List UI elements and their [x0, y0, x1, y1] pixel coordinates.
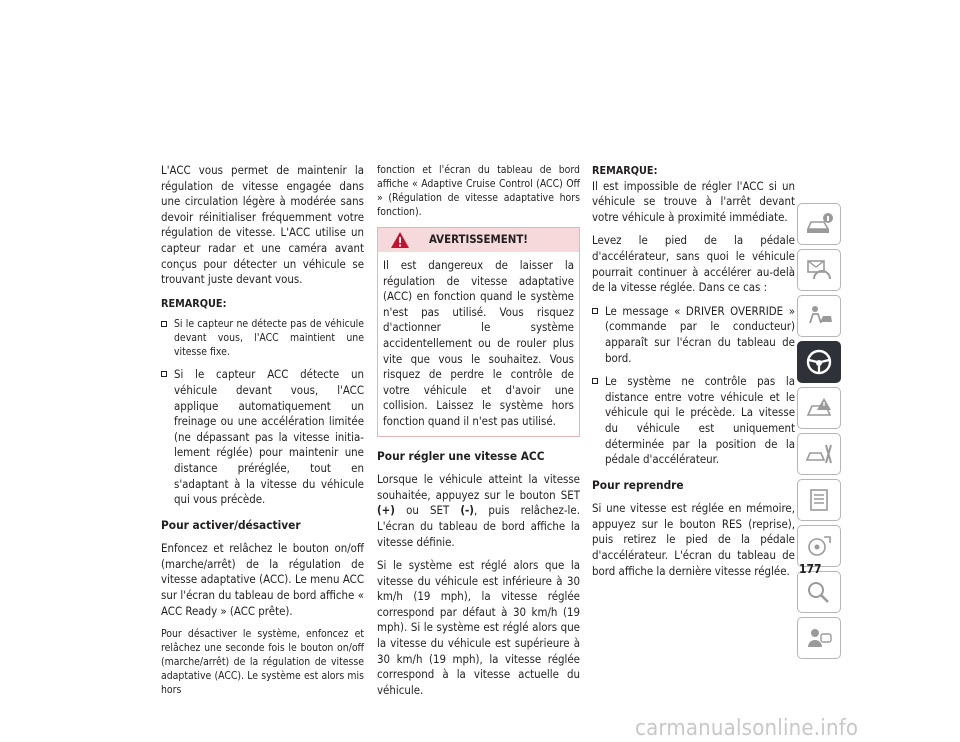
- warning-header: [378, 228, 579, 252]
- set-speed-paragraph: Lorsque le véhicule atteint la vitesse souhaitée, appuyez sur le bouton SET (+) ou SET (-), puis relâchez-le. L'écran du tableau de bord affiche la vitesse définie.: [377, 472, 580, 549]
- list-item-text: Si le capteur ne détecte pas de véhicule devant vous, l'ACC maintient une vitesse fixe.: [174, 318, 364, 359]
- tab-emergency[interactable]: [797, 387, 841, 429]
- warning-title: AVERTISSEMENT!: [429, 232, 528, 247]
- warning-body: Il est dangereux de laisser la régulation de vitesse adaptative (ACC) en fonction quand le système n'est pas utilisé. Vous risquez d'actionner le système accidentellement ou de rouler plus vite que vous le souhaitez. Vous risquez de perdre le contrôle de votre véhicule et d'avoir une collision. Laissez le système hors fonction quand il n'est pas utilisé.: [383, 258, 574, 428]
- tab-driving[interactable]: [797, 341, 841, 383]
- resume-paragraph: Si une vitesse est réglée en mémoire, appuyez sur le bouton RES (reprise), puis retirez le pied de la pédale d'accélérateur. L'écran du tableau de bord affiche la dernière vitesse réglée.: [592, 501, 795, 578]
- car-person-icon: [804, 303, 834, 329]
- list-item-text: Le système ne contrôle pas la distance entre votre véhicule et le véhicule qui le précède. La vitesse du véhicule est uniquement déterminée par la position de la pédale d'accélérateur.: [605, 374, 795, 467]
- list-item: [161, 317, 364, 359]
- intro-paragraph: L'ACC vous permet de maintenir la régulation de vitesse engagée dans une circulation légère à modérée sans devoir réinitialiser fréquemment votre régulation de vitesse. L'ACC utilise un capteur radar et une caméra avant conçus pour détecter un véhicule se trouvant juste devant vous.: [161, 163, 364, 287]
- bullet-square-icon: [592, 308, 598, 314]
- list-item: [592, 304, 795, 366]
- list-item: [592, 374, 795, 468]
- chapter-tabs: [797, 203, 841, 663]
- dashboard-mail-icon: [804, 257, 834, 283]
- continued-paragraph: fonction et l'écran du tableau de bord affiche « Adaptive Cruise Control (ACC) Off » (Régulation de vitesse adaptative hors fonction).: [377, 164, 580, 218]
- search-icon: [804, 579, 834, 605]
- column-middle: [377, 163, 580, 706]
- bullet-square-icon: [161, 371, 167, 377]
- car-tools-icon: [804, 441, 834, 467]
- watermark: carmanualsonline.info: [635, 716, 859, 741]
- warning-triangle-icon: [390, 231, 410, 249]
- checklist-icon: [804, 487, 834, 513]
- list-item-text: Si le capteur ACC détecte un véhicule devant vous, l'ACC applique automatiquement un freinage ou une accélération limitée (ne dépassant pas la vitesse initialement réglée) pour maintenir une distance préréglée, tout en s'adaptant à la vitesse du véhicule qui vous précède.: [174, 367, 364, 507]
- car-warning-icon: [804, 395, 834, 421]
- default-speed-paragraph: Si le système est réglé alors que la vitesse du véhicule est inférieure à 30 km/h (19 mph), la vitesse réglée correspond par défaut à 30 km/h (19 mph). Si le système est réglé alors que la vitesse du véhicule est supérieure à 30 km/h (19 mph), la vitesse réglée correspond à la vitesse actuelle du véhicule.: [377, 558, 580, 697]
- tab-dashboard[interactable]: [797, 249, 841, 291]
- tab-multimedia[interactable]: [797, 525, 841, 567]
- section-heading-resume: Pour reprendre: [592, 477, 684, 492]
- note-text: Il est impossible de régler l'ACC si un véhicule se trouve à l'arrêt devant votre véhicule à proximité immédiate.: [592, 178, 795, 224]
- activate-paragraph: Enfoncez et relâchez le bouton on/off (marche/arrêt) de la régulation de vitesse adaptative (ACC). Le menu ACC sur l'écran du tableau de bord affiche « ACC Ready » (ACC prête).: [161, 541, 364, 618]
- warning-box: [377, 227, 580, 437]
- list-item-text: Le message « DRIVER OVERRIDE » (commande par le conducteur) apparaît sur l'écran du tableau de bord.: [605, 303, 795, 365]
- tab-index[interactable]: [797, 571, 841, 613]
- multimedia-icon: [804, 533, 834, 559]
- language-icon: [804, 625, 834, 651]
- override-list: [592, 304, 795, 468]
- section-heading-activate: Pour activer/désactiver: [161, 517, 301, 532]
- section-heading-set-speed: Pour régler une vitesse ACC: [377, 448, 545, 463]
- deactivate-paragraph: Pour désactiver le système, enfoncez et relâchez une seconde fois le bouton on/off (marche/arrêt) de la régulation de vitesse adaptative (ACC). Le système est alors mis hors: [161, 628, 364, 697]
- note-label: REMARQUE:: [161, 296, 227, 310]
- column-right: [592, 163, 795, 587]
- tab-specifications[interactable]: [797, 479, 841, 521]
- tab-car-info[interactable]: [797, 203, 841, 245]
- tab-service[interactable]: [797, 433, 841, 475]
- car-info-icon: [804, 211, 834, 237]
- column-left: [161, 163, 364, 705]
- list-item: [161, 367, 364, 507]
- accelerator-paragraph: Levez le pied de la pédale d'accélérateur, sans quoi le véhicule pourrait continuer à accélérer au-delà de la vitesse réglée. Dans ce cas :: [592, 233, 795, 295]
- bullet-square-icon: [592, 378, 598, 384]
- page-number: 177: [799, 562, 822, 576]
- note-label: REMARQUE:: [592, 164, 658, 177]
- bullet-square-icon: [161, 321, 167, 327]
- note-list: [161, 317, 364, 507]
- tab-safety[interactable]: [797, 295, 841, 337]
- steering-wheel-icon: [804, 348, 834, 376]
- tab-language[interactable]: [797, 617, 841, 659]
